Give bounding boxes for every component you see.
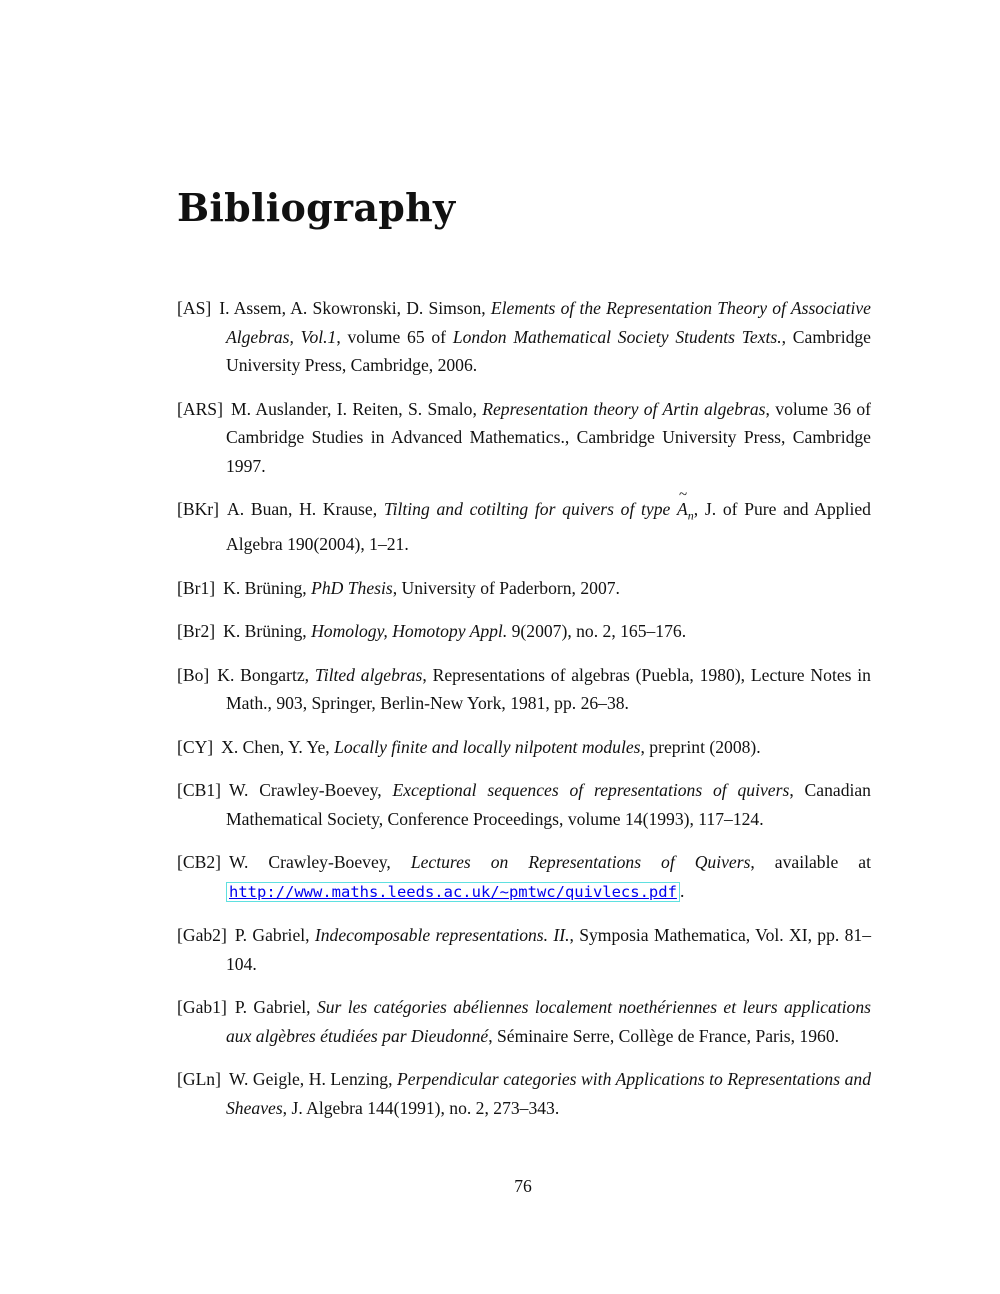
details: , Canadian Mathematical Society, Conference Proceedings, volume 14(1993), 117–124. [226,780,871,829]
details: , J. Algebra 144(1991), no. 2, 273–343. [282,1097,560,1118]
url-link[interactable]: http://www.maths.leeds.ac.uk/~pmtwc/quivlecs.pdf [226,882,680,902]
bibliography-list [177,294,871,1137]
title: PhD Thesis [311,577,393,598]
details: , J. of Pure and Applied Algebra 190(2004), 1–21. [226,499,871,555]
citation-key: [CB2] [177,852,221,873]
title: Sur les catégories abéliennes localement noethériennes et leurs applications aux algèbres étudiées par Dieudonné [226,997,871,1046]
tilde-accent: ~ [679,487,688,503]
series: London Mathematical Society Students Texts. [452,326,782,347]
details: . [679,880,685,901]
title: Representation theory of Artin algebras [482,398,766,419]
details: 9(2007), no. 2, 165–176. [507,621,687,642]
details: , Symposia Mathematica, Vol. XI, pp. 81–104. [226,925,871,974]
bib-entry-CB2 [177,848,871,906]
bib-entry-GLn [177,1065,871,1122]
authors: P. Gabriel, [234,925,310,946]
citation-key: [CB1] [177,780,221,801]
bib-entry-Bo [177,661,871,718]
details: , Representations of algebras (Puebla, 1980), Lecture Notes in Math., 903, Springer, Berlin-New York, 1981, pp. 26–38. [226,664,871,714]
citation-key: [AS] [177,298,212,318]
authors: K. Brüning, [223,621,307,642]
authors: K. Bongartz, [217,664,310,685]
title: Elements of the Representation Theory of Associative Algebras, Vol.1 [226,298,871,347]
bib-entry-CB1 [177,776,871,833]
title: Indecomposable representations. II. [314,925,570,946]
details: , University of Paderborn, 2007. [392,577,620,598]
bib-entry-Br1 [177,574,871,603]
citation-key: [CY] [177,736,214,757]
authors: W. Crawley-Boevey, [228,780,382,801]
page-number: 76 [514,1176,532,1196]
details: , volume 36 of Cambridge Studies in Advanced Mathematics., Cambridge University Press, Cambridge 1997. [226,398,872,476]
title: Exceptional sequences of representations of quivers [392,780,790,801]
title: Tilted algebras [314,664,423,685]
authors: K. Brüning, [223,577,307,598]
authors: A. Buan, H. Krause, [227,499,378,519]
citation-key: [Br1] [177,577,216,598]
math-symbol-a-tilde-n [677,487,694,530]
title: Homology, Homotopy Appl. [311,621,508,642]
math-subscript: n [687,508,694,523]
title: Tilting and cotilting for quivers of type [383,499,671,519]
details: , preprint (2008). [640,736,761,757]
citation-key: [Gab2] [177,925,227,946]
details: , Séminaire Serre, Collège de France, Paris, 1960. [488,1025,840,1046]
citation-key: [Gab1] [177,997,227,1018]
citation-key: [Bo] [177,664,210,685]
details-mid: , volume 65 of [336,326,453,347]
citation-key: [BKr] [177,499,220,519]
authors: X. Chen, Y. Ye, [221,736,330,757]
bib-entry-CY [177,733,871,762]
bib-entry-AS [177,294,871,380]
math-base: A [677,499,688,519]
bib-entry-Br2 [177,617,871,646]
bib-entry-Gab1 [177,993,871,1050]
title: Locally finite and locally nilpotent modules [334,736,641,757]
bib-entry-BKr [177,487,871,559]
details-mid: , available at [750,852,871,873]
citation-key: [Br2] [177,621,216,642]
page-title: Bibliography [177,185,456,230]
authors: W. Crawley-Boevey, [228,852,391,873]
bib-entry-ARS [177,395,871,481]
title: Perpendicular categories with Applications to Representations and Sheaves [226,1069,871,1118]
citation-key: [ARS] [177,398,223,419]
title: Lectures on Representations of Quivers [410,852,751,873]
authors: I. Assem, A. Skowronski, D. Simson, [219,298,486,318]
authors: P. Gabriel, [234,997,311,1018]
details: , Cambridge University Press, Cambridge, 2006. [226,326,871,375]
authors: M. Auslander, I. Reiten, S. Smalo, [230,398,477,419]
citation-key: [GLn] [177,1069,221,1090]
authors: W. Geigle, H. Lenzing, [228,1069,393,1090]
bib-entry-Gab2 [177,921,871,978]
